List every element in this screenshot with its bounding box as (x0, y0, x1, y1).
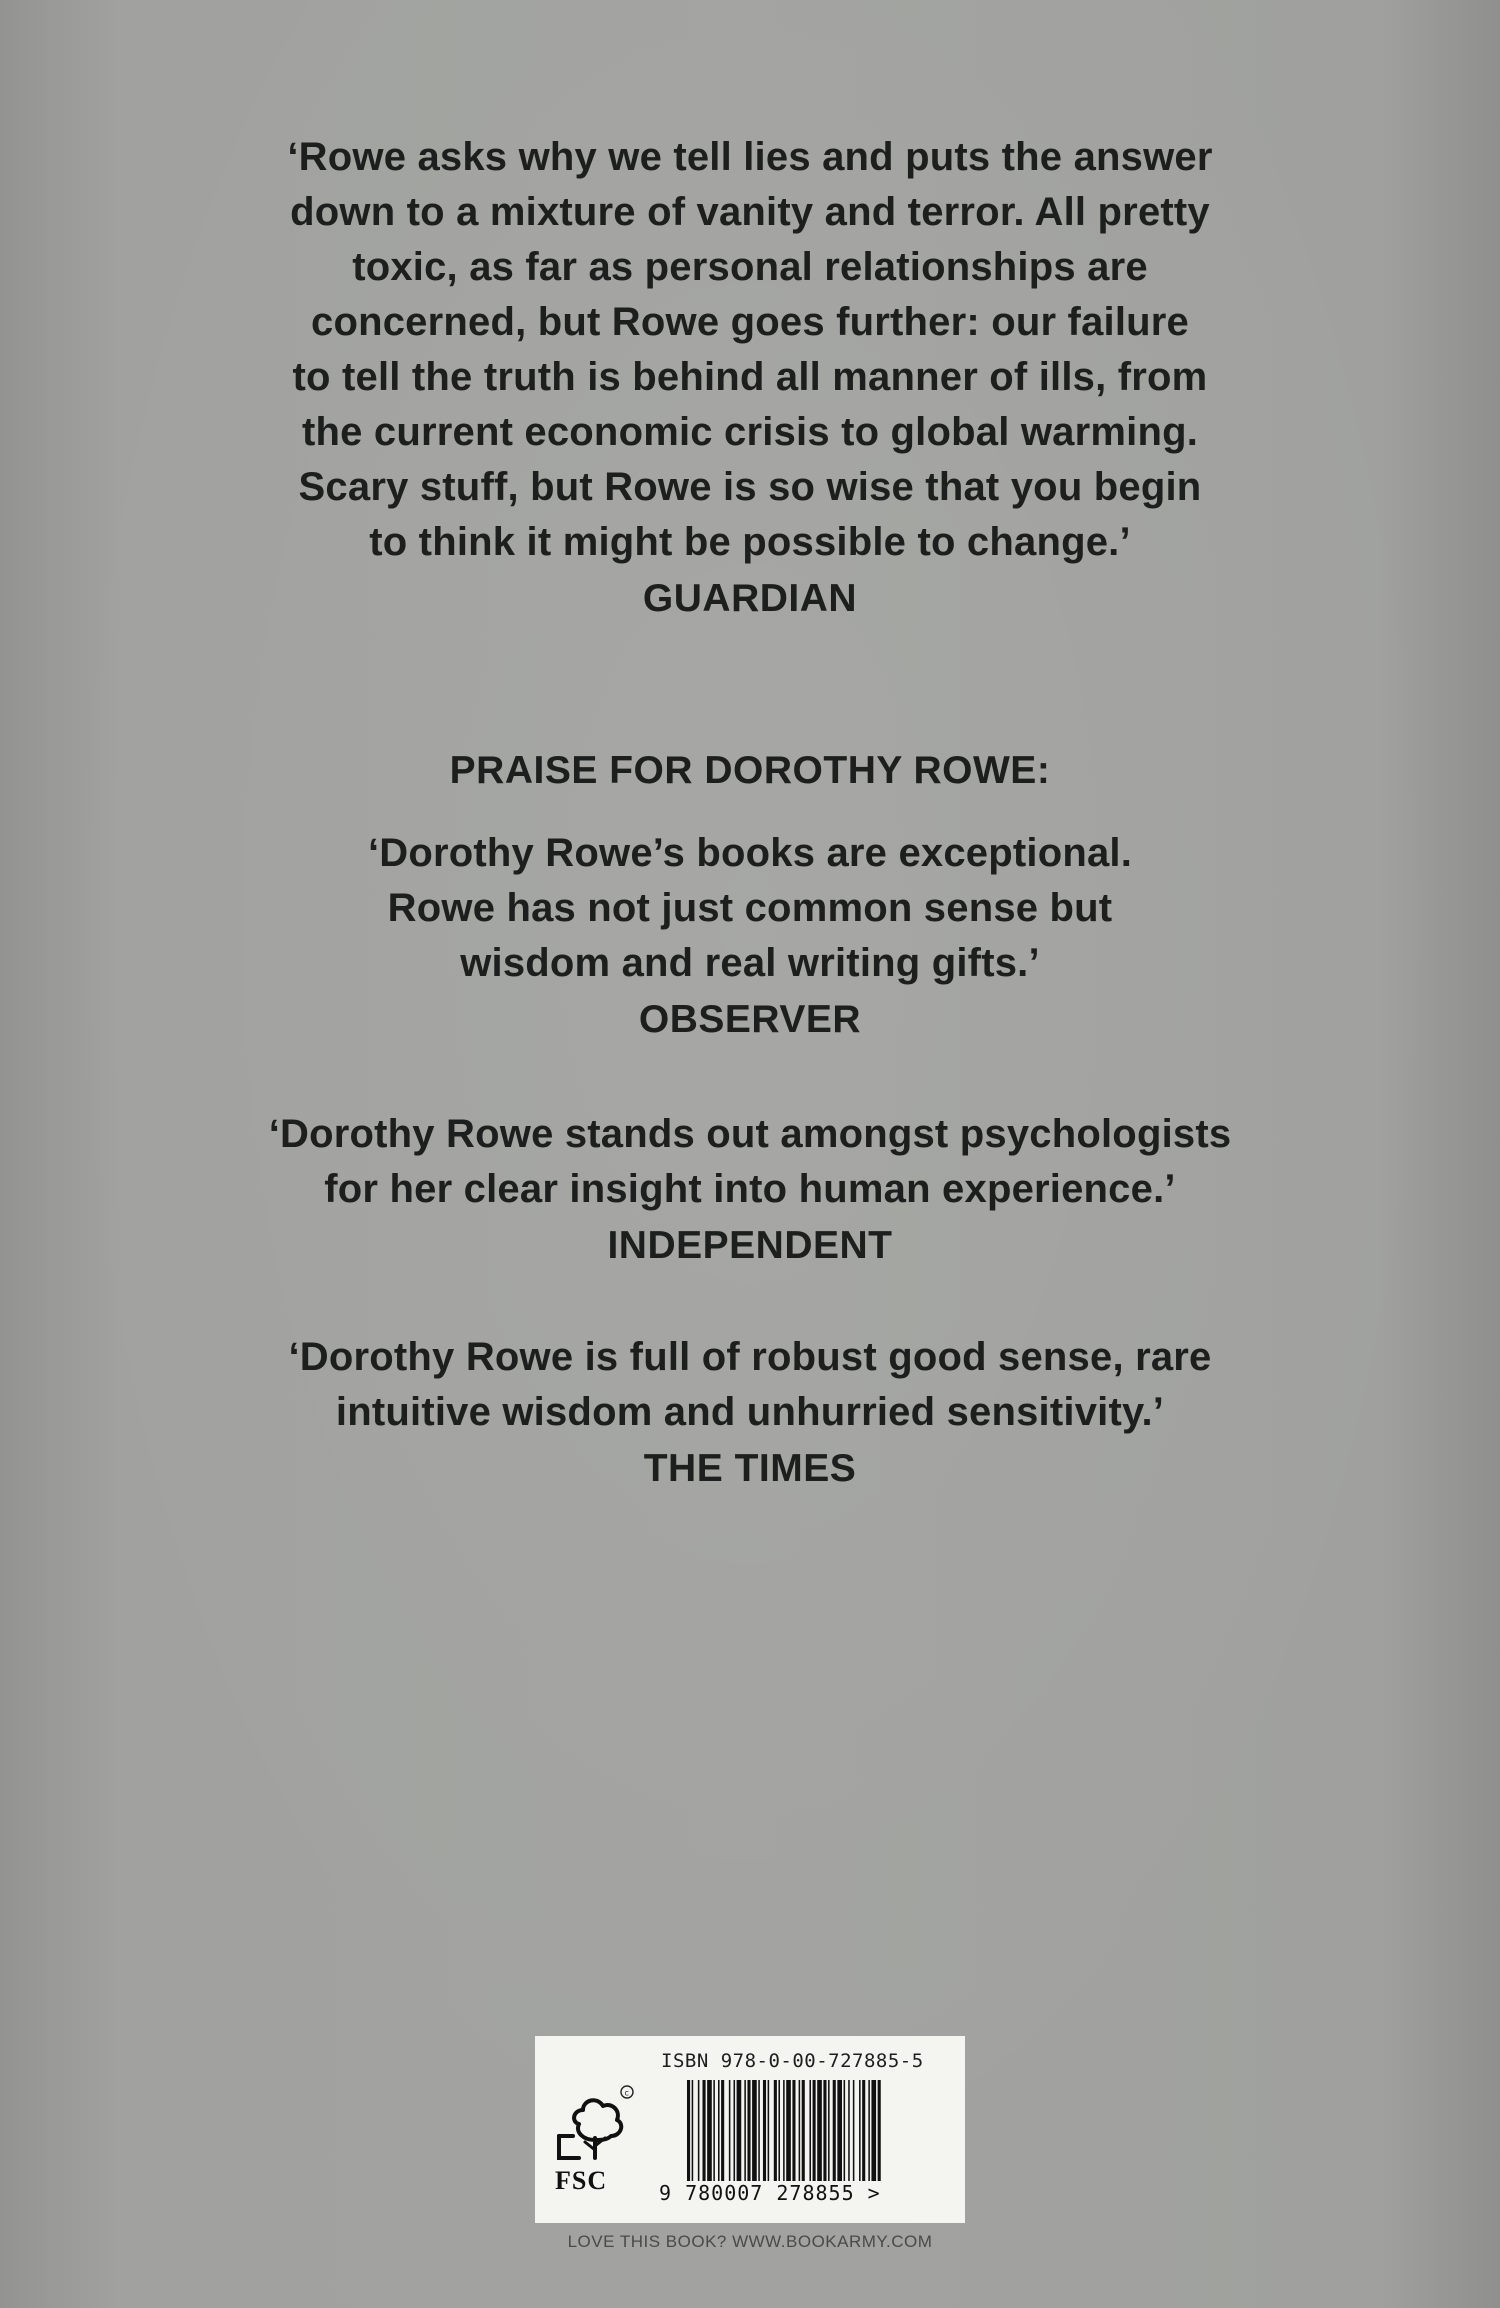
quote-guardian (0, 130, 1500, 626)
quote-line: toxic, as far as personal relationships are (352, 245, 1148, 289)
quote-source: INDEPENDENT (607, 1224, 893, 1267)
quote-line: ‘Dorothy Rowe’s books are exceptional. (367, 831, 1133, 875)
quote-line: for her clear insight into human experience.’ (324, 1167, 1176, 1211)
barcode-icon (685, 2080, 931, 2192)
promo-text: LOVE THIS BOOK? WWW.BOOKARMY.COM (567, 2232, 933, 2251)
quote-times (0, 1330, 1500, 1496)
quote-source: THE TIMES (643, 1447, 857, 1490)
quote-line: Rowe has not just common sense but (387, 886, 1113, 930)
quote-line: ‘Dorothy Rowe is full of robust good sense, rare (288, 1335, 1212, 1379)
quote-line: to think it might be possible to change.’ (369, 520, 1131, 564)
quote-line: concerned, but Rowe goes further: our failure (311, 300, 1189, 344)
barcode-digits: 9 780007 278855 > (659, 2181, 881, 2205)
quote-source: GUARDIAN (642, 577, 858, 620)
quote-line: wisdom and real writing gifts.’ (460, 941, 1040, 985)
quote-line: down to a mixture of vanity and terror. All pretty (290, 190, 1210, 234)
quote-line: to tell the truth is behind all manner of ills, from (292, 355, 1208, 399)
quote-line: ‘Dorothy Rowe stands out amongst psychologists (268, 1112, 1232, 1156)
quote-line: the current economic crisis to global warming. (301, 410, 1199, 454)
praise-heading: PRAISE FOR DOROTHY ROWE: (449, 749, 1051, 792)
isbn-label: ISBN 978-0-00-727885-5 (661, 2050, 924, 2072)
quote-independent (0, 1107, 1500, 1273)
quote-line: intuitive wisdom and unhurried sensitivity.’ (335, 1390, 1165, 1434)
quote-observer (0, 826, 1500, 1047)
quote-line: ‘Rowe asks why we tell lies and puts the answer (287, 135, 1213, 179)
svg-text:c: c (624, 2088, 629, 2098)
barcode-panel (535, 2036, 965, 2223)
quote-source: OBSERVER (638, 998, 862, 1041)
fsc-label: FSC (555, 2166, 608, 2195)
quote-line: Scary stuff, but Rowe is so wise that you begin (298, 465, 1202, 509)
